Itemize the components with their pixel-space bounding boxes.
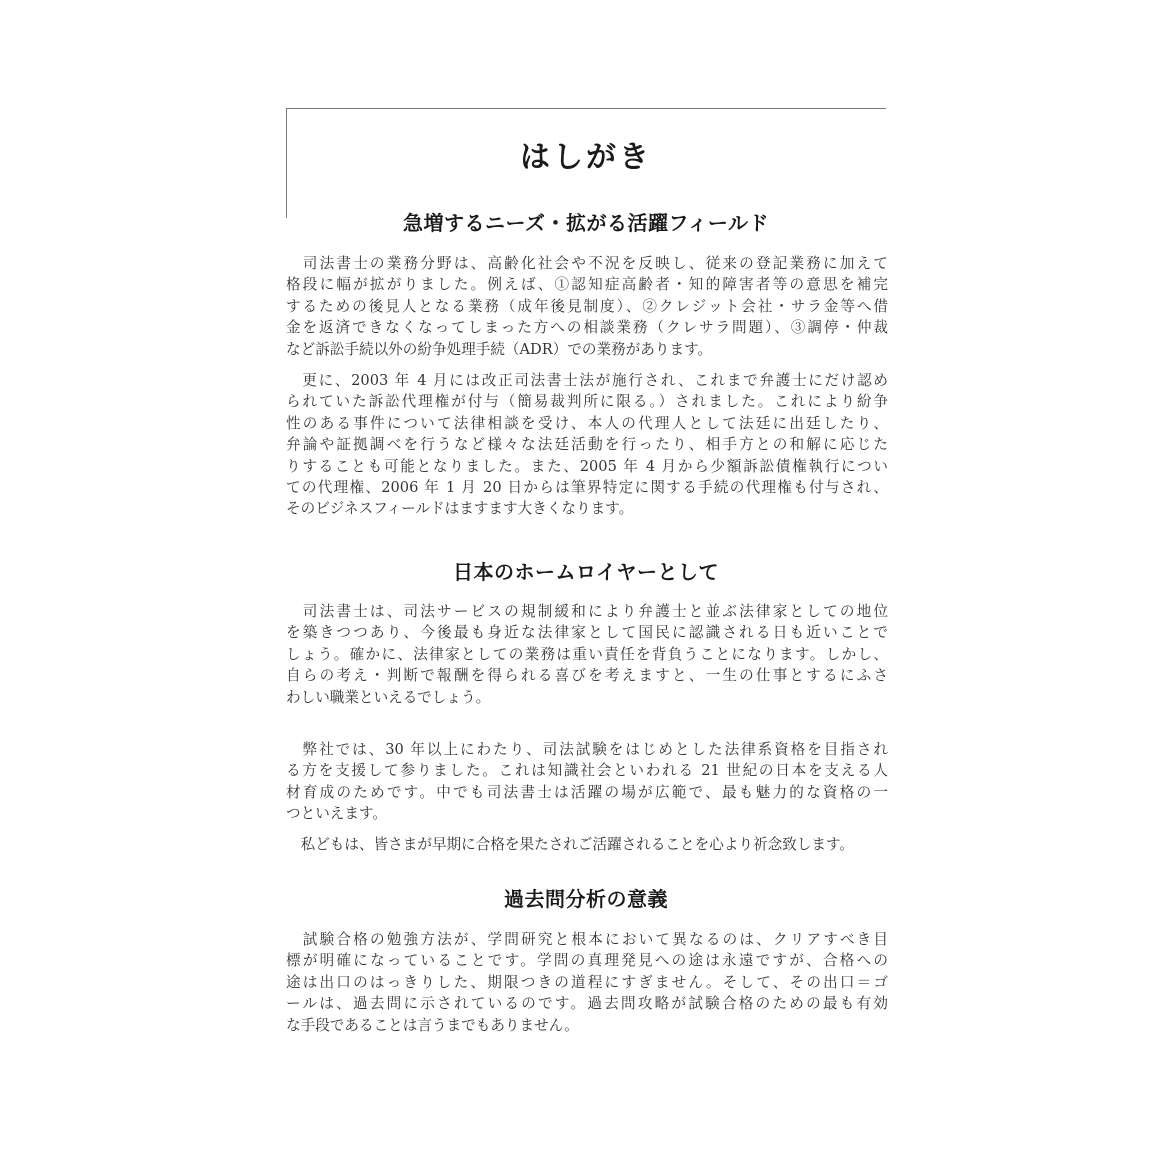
paragraph [286,370,888,520]
text-line: しょう。確かに、法律家としての業務は重い責任を背負うことになります。しかし、 [286,645,888,663]
text-line: わしい職業といえるでしょう。 [286,688,491,706]
paragraph [286,834,888,855]
text-line: そのビジネスフィールドはますます大きくなります。 [286,500,634,518]
section-heading-past-exams: 過去問分析の意義 [504,887,668,911]
text-line: りすることも可能となりました。また、2005 年 4 月から少額訴訟債権執行につい [286,457,888,475]
text-line: ての代理権、2006 年 1 月 20 日からは筆界特定に関する手続の代理権も付与され、 [286,478,888,496]
text-line: 試験合格の勉強方法が、学問研究と根本において異なるのは、クリアすべき目 [286,931,888,948]
text-line: 格段に幅が拡がりました。例えば、①認知症高齢者・知的障害者等の意思を補完 [286,276,888,294]
paragraph [286,601,888,708]
text-line: つといえます。 [286,805,387,823]
paragraph [286,739,888,825]
text-line: 材育成のためです。中でも司法書士は活躍の場が広範で、最も魅力的な資格の一 [286,783,888,801]
text-line: る方を支援して参りました。これは知識社会といわれる 21 世紀の日本を支える人 [286,762,888,780]
paragraph [286,253,888,360]
text-line: するための後見人となる業務（成年後見制度）、②クレジット会社・サラ金等へ借 [286,297,888,315]
text-line: 弊社では、30 年以上にわたり、司法試験をはじめとした法律系資格を目指され [286,741,888,758]
text-line: ールは、過去問に示されているのです。過去問攻略が試験合格のための最も有効 [286,995,888,1013]
text-line: 金を返済できなくなってしまった方への相談業務（クレサラ問題）、③調停・仲裁 [286,319,888,337]
section-heading-home-lawyer: 日本のホームロイヤーとして [453,560,719,584]
text-line: 弁論や証拠調べを行うなど様々な法廷活動を行ったり、相手方との和解に応じた [286,436,888,454]
text-line: など訴訟手続以外の紛争処理手続（ADR）での業務があります。 [286,340,713,358]
text-line: 自らの考え・判断で報酬を得られる喜びを考えますと、一生の仕事とするにふさ [286,667,888,685]
text-line: な手段であることは言うまでもありません。 [286,1016,579,1034]
text-line: 私どもは、皆さまが早期に合格を果たされご活躍されることを心より祈念致します。 [286,836,854,853]
text-line: を築きつつあり、今後最も身近な法律家として国民に認識される日も近いことで [286,624,888,642]
text-line: 途は出口のはっきりした、期限つきの道程にすぎません。そして、その出口＝ゴ [286,973,888,991]
text-line: 性のある事件について法律相談を受け、本人の代理人として法廷に出廷したり、 [286,414,888,432]
text-line: られていた訴訟代理権が付与（簡易裁判所に限る。）されました。これにより紛争 [286,393,888,411]
text-line: 標が明確になっていることです。学問の真理発見への途は永遠ですが、合格への [286,952,888,970]
paragraph [286,929,888,1036]
section-heading-needs: 急増するニーズ・拡がる活躍フィールド [403,211,769,235]
page-title: はしがき [520,140,652,175]
text-line: 司法書士は、司法サービスの規制緩和により弁護士と並ぶ法律家としての地位 [286,603,888,620]
text-line: 更に、2003 年 4 月には改正司法書士法が施行され、これまで弁護士にだけ認め [286,372,888,389]
text-line: 司法書士の業務分野は、高齢化社会や不況を反映し、従来の登記業務に加えて [286,255,888,272]
